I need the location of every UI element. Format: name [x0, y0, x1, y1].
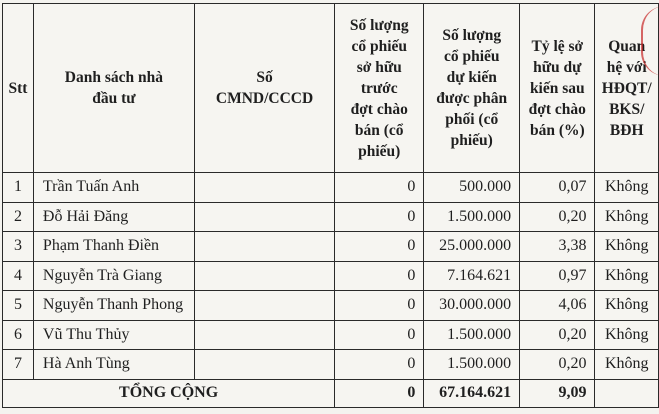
cell-investor-name: Hà Anh Tùng [33, 350, 194, 380]
header-line: bán (cổ [354, 121, 404, 139]
table-row [3, 202, 659, 232]
cell-id-number [194, 173, 334, 203]
table-row [3, 320, 659, 350]
cell-relation: Không [595, 261, 659, 291]
cell-investor-name: Nguyễn Trà Giang [33, 261, 194, 291]
cell-ownership-ratio: 3,38 [520, 232, 595, 262]
cell-shares-before: 0 [335, 173, 424, 203]
cell-stt: 7 [3, 350, 34, 380]
cell-investor-name: Nguyễn Thanh Phong [33, 291, 194, 321]
header-line: cổ phiếu [351, 37, 408, 55]
total-shares-before: 0 [335, 379, 424, 407]
header-line: sở hữu [356, 58, 402, 76]
header-line: đợt chào [528, 100, 586, 118]
cell-id-number [194, 291, 334, 321]
table-row [3, 261, 659, 291]
cell-stt: 6 [3, 320, 34, 350]
header-line: Tỷ lệ sở [531, 37, 584, 55]
cell-investor-name: Vũ Thu Thủy [33, 320, 194, 350]
cell-id-number [194, 350, 334, 380]
header-line: Quan [608, 37, 646, 55]
cell-investor-name: Đỗ Hải Đăng [33, 202, 194, 232]
header-line: trước [360, 79, 398, 97]
total-ownership-ratio: 9,09 [520, 379, 595, 407]
cell-ownership-ratio: 0,97 [520, 261, 595, 291]
header-line: hệ với [606, 58, 647, 76]
cell-shares-before: 0 [335, 261, 424, 291]
cell-id-number [194, 261, 334, 291]
cell-relation: Không [595, 350, 659, 380]
cell-relation: Không [595, 291, 659, 321]
cell-shares-allocated: 30.000.000 [424, 291, 520, 321]
cell-shares-allocated: 25.000.000 [424, 232, 520, 262]
header-line: kiến sau [529, 79, 585, 97]
header-stt: Stt [3, 4, 34, 173]
cell-stt: 1 [3, 173, 34, 203]
total-relation [595, 379, 659, 407]
header-line: được phân [436, 90, 508, 107]
header-line: Danh sách nhà [64, 69, 164, 86]
table-row [3, 350, 659, 380]
cell-stt: 5 [3, 291, 34, 321]
cell-shares-before: 0 [335, 202, 424, 232]
header-line: BĐH [609, 121, 644, 139]
header-line: Số lượng [349, 16, 409, 34]
cell-ownership-ratio: 4,06 [520, 291, 595, 321]
header-shares-before [335, 4, 424, 173]
cell-shares-before: 0 [335, 350, 424, 380]
header-line: phiếu) [450, 132, 493, 149]
investor-allocation-table [2, 3, 659, 408]
header-line: CMND/CCCD [215, 90, 314, 107]
table-row [3, 291, 659, 321]
cell-shares-allocated: 1.500.000 [424, 202, 520, 232]
cell-ownership-ratio: 0,07 [520, 173, 595, 203]
cell-shares-allocated: 1.500.000 [424, 320, 520, 350]
cell-ownership-ratio: 0,20 [520, 202, 595, 232]
header-id-number [194, 4, 334, 173]
cell-shares-allocated: 7.164.621 [424, 261, 520, 291]
cell-shares-before: 0 [335, 232, 424, 262]
header-line: đầu tư [92, 90, 136, 107]
total-row [3, 379, 659, 407]
cell-relation: Không [595, 202, 659, 232]
cell-ownership-ratio: 0,20 [520, 320, 595, 350]
table-row [3, 232, 659, 262]
header-line: dự kiến [446, 69, 497, 86]
header-line: bán (%) [529, 121, 585, 139]
cell-shares-before: 0 [335, 291, 424, 321]
cell-id-number [194, 202, 334, 232]
cell-investor-name: Phạm Thanh Điền [33, 232, 194, 262]
header-line: HĐQT/ [601, 79, 652, 97]
header-ownership-ratio [520, 4, 595, 173]
cell-stt: 2 [3, 202, 34, 232]
header-line: BKS/ [609, 100, 645, 118]
header-line: hữu dự [533, 58, 582, 76]
cell-stt: 3 [3, 232, 34, 262]
cell-ownership-ratio: 0,20 [520, 350, 595, 380]
header-line: cổ phiếu [443, 48, 500, 65]
cell-relation: Không [595, 173, 659, 203]
header-investor-list [33, 4, 194, 173]
table-row [3, 173, 659, 203]
header-line: phối (cổ [445, 111, 499, 128]
cell-id-number [194, 232, 334, 262]
header-line: Số [256, 69, 273, 86]
cell-stt: 4 [3, 261, 34, 291]
cell-shares-allocated: 500.000 [424, 173, 520, 203]
header-line: đợt chào [350, 100, 408, 118]
cell-shares-before: 0 [335, 320, 424, 350]
header-line: phiếu) [358, 142, 401, 160]
cell-id-number [194, 320, 334, 350]
cell-relation: Không [595, 232, 659, 262]
header-line: Số lượng [442, 27, 502, 44]
header-shares-allocated [424, 4, 520, 173]
header-row [3, 4, 659, 173]
cell-shares-allocated: 1.500.000 [424, 350, 520, 380]
total-shares-allocated: 67.164.621 [424, 379, 520, 407]
cell-relation: Không [595, 320, 659, 350]
total-label: TỔNG CỘNG [3, 379, 335, 407]
cell-investor-name: Trần Tuấn Anh [33, 173, 194, 203]
